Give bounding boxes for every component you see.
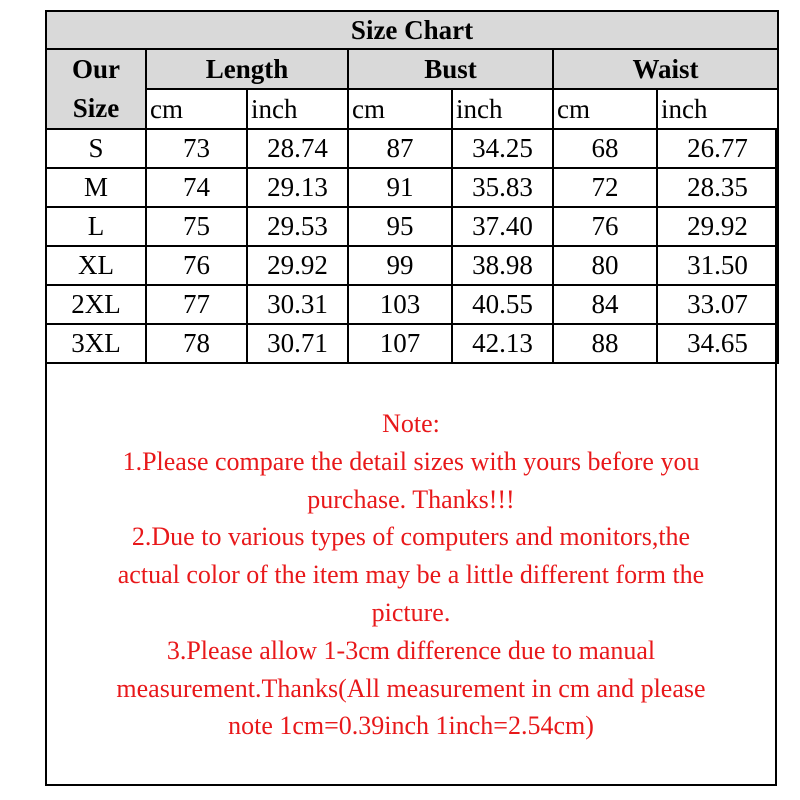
bust-inch: 38.98 <box>452 246 553 285</box>
note-line: 3.Please allow 1-3cm difference due to manual <box>166 635 656 665</box>
waist-inch: 34.65 <box>657 324 778 363</box>
table-row <box>46 129 778 168</box>
size-label: 2XL <box>46 285 146 324</box>
length-inch: 30.31 <box>247 285 348 324</box>
table-row <box>46 324 778 363</box>
unit-bust-inch: inch <box>452 89 553 129</box>
table-row <box>46 246 778 285</box>
note-line: 1.Please compare the detail sizes with yours before you <box>122 446 700 476</box>
table-row <box>46 285 778 324</box>
waist-inch: 28.35 <box>657 168 778 207</box>
bust-cm: 103 <box>348 285 452 324</box>
unit-length-inch: inch <box>247 89 348 129</box>
note-line: note 1cm=0.39inch 1inch=2.54cm) <box>228 711 594 741</box>
waist-cm: 68 <box>553 129 657 168</box>
size-label: L <box>46 207 146 246</box>
length-inch: 28.74 <box>247 129 348 168</box>
length-cm: 75 <box>146 207 247 246</box>
bust-inch: 42.13 <box>452 324 553 363</box>
unit-length-cm: cm <box>146 89 247 129</box>
unit-waist-cm: cm <box>553 89 657 129</box>
size-header-cell <box>46 49 146 129</box>
bust-inch: 34.25 <box>452 129 553 168</box>
unit-bust-cm: cm <box>348 89 452 129</box>
size-label: M <box>46 168 146 207</box>
bust-header: Bust <box>348 49 553 89</box>
chart-title: Size Chart <box>46 11 778 49</box>
length-cm: 73 <box>146 129 247 168</box>
bust-inch: 37.40 <box>452 207 553 246</box>
group-header-row <box>46 49 778 89</box>
note-line: purchase. Thanks!!! <box>307 484 515 514</box>
length-cm: 78 <box>146 324 247 363</box>
length-inch: 29.53 <box>247 207 348 246</box>
bust-cm: 107 <box>348 324 452 363</box>
size-label: 3XL <box>46 324 146 363</box>
waist-cm: 80 <box>553 246 657 285</box>
waist-header: Waist <box>553 49 778 89</box>
length-inch: 29.92 <box>247 246 348 285</box>
waist-cm: 88 <box>553 324 657 363</box>
length-inch: 29.13 <box>247 168 348 207</box>
bust-cm: 95 <box>348 207 452 246</box>
length-cm: 76 <box>146 246 247 285</box>
length-cm: 74 <box>146 168 247 207</box>
title-row <box>46 11 778 49</box>
unit-waist-inch: inch <box>657 89 778 129</box>
notes-block <box>47 405 775 745</box>
bust-cm: 99 <box>348 246 452 285</box>
length-cm: 77 <box>146 285 247 324</box>
unit-header-row <box>46 89 778 129</box>
note-heading: Note: <box>382 409 440 438</box>
bust-cm: 87 <box>348 129 452 168</box>
note-line: picture. <box>371 597 451 627</box>
bust-inch: 35.83 <box>452 168 553 207</box>
waist-inch: 26.77 <box>657 129 778 168</box>
waist-inch: 29.92 <box>657 207 778 246</box>
table-row <box>46 168 778 207</box>
length-inch: 30.71 <box>247 324 348 363</box>
note-line: actual color of the item may be a little different form the <box>117 560 705 590</box>
size-header-line-2: Size <box>72 93 120 123</box>
waist-inch: 31.50 <box>657 246 778 285</box>
size-chart-table <box>45 10 779 364</box>
bust-cm: 91 <box>348 168 452 207</box>
waist-cm: 72 <box>553 168 657 207</box>
table-row <box>46 207 778 246</box>
bust-inch: 40.55 <box>452 285 553 324</box>
waist-cm: 84 <box>553 285 657 324</box>
size-header-line-1: Our <box>71 54 120 84</box>
size-label: S <box>46 129 146 168</box>
waist-inch: 33.07 <box>657 285 778 324</box>
length-header: Length <box>146 49 348 89</box>
note-line: 2.Due to various types of computers and monitors,the <box>131 522 691 552</box>
size-label: XL <box>46 246 146 285</box>
waist-cm: 76 <box>553 207 657 246</box>
note-line: measurement.Thanks(All measurement in cm and please <box>116 673 706 703</box>
